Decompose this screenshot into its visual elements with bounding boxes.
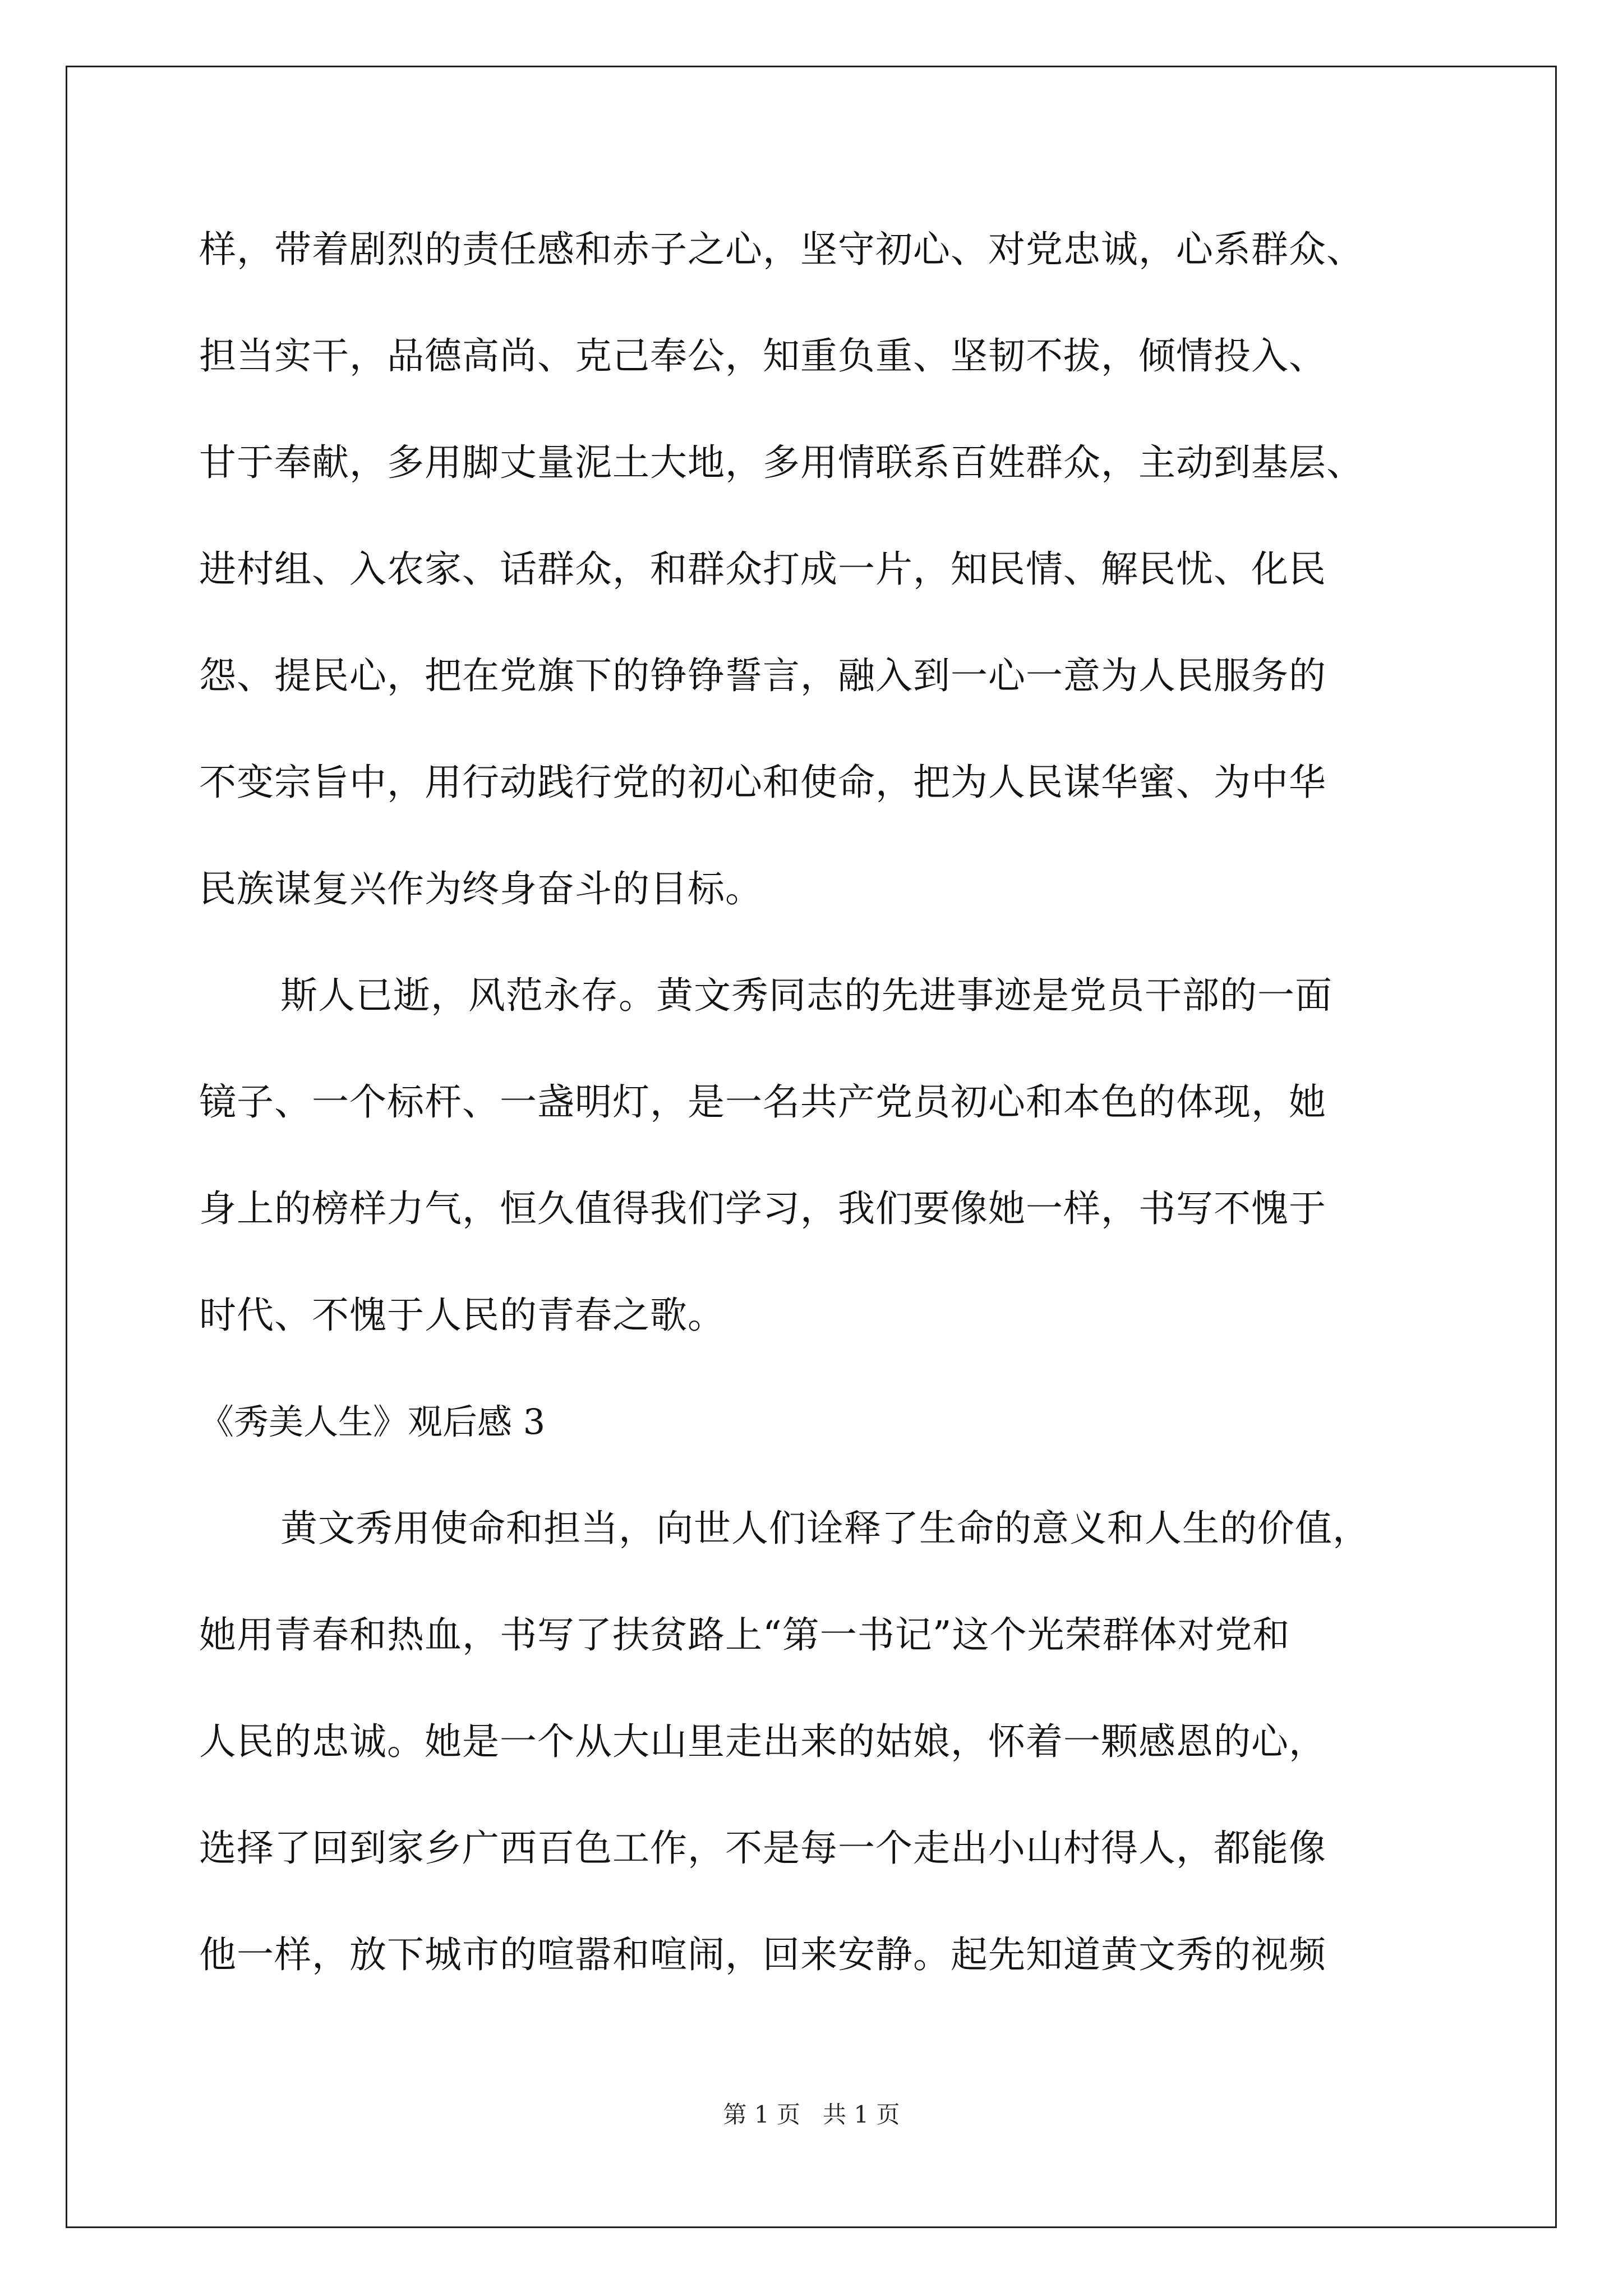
page-footer: 第 1 页 共 1 页 [723, 2101, 900, 2128]
paragraph-3-line-3: 人民的忠诚。她是一个从大山里走出来的姑娘，怀着一颗感恩的心， [199, 1720, 1326, 1763]
paragraph-2-line-4: 时代、不愧于人民的青春之歌。 [199, 1294, 725, 1337]
paragraph-3-line-1: 黄文秀用使命和担当，向世人们诠释了生命的意义和人生的价值， [280, 1507, 1370, 1550]
paragraph-2-line-3: 身上的榜样力气，恒久值得我们学习，我们要像她一样，书写不愧于 [199, 1187, 1326, 1230]
paragraph-1-line-6: 不变宗旨中，用行动践行党的初心和使命，把为人民谋华蜜、为中华 [199, 761, 1326, 804]
page-border [66, 66, 1557, 2228]
section-heading: 《秀美人生》观后感 3 [199, 1401, 546, 1442]
paragraph-1-line-2: 担当实干，品德高尚、克己奉公，知重负重、坚韧不拔，倾情投入、 [199, 334, 1326, 378]
paragraph-1-line-5: 怨、提民心，把在党旗下的铮铮誓言，融入到一心一意为人民服务的 [199, 654, 1326, 697]
paragraph-1-line-7: 民族谋复兴作为终身奋斗的目标。 [199, 867, 763, 910]
paragraph-1-line-1: 样，带着剧烈的责任感和赤子之心，坚守初心、对党忠诚，心系群众、 [199, 228, 1364, 271]
paragraph-2-line-1: 斯人已逝，风范永存。黄文秀同志的先进事迹是党员干部的一面 [280, 974, 1332, 1017]
paragraph-2-line-2: 镜子、一个标杆、一盏明灯，是一名共产党员初心和本色的体现，她 [199, 1080, 1326, 1124]
paragraph-3-line-2: 她用青春和热血，书写了扶贫路上“第一书记”这个光荣群体对党和 [199, 1613, 1290, 1657]
paragraph-1-line-4: 进村组、入农家、话群众，和群众打成一片，知民情、解民忧、化民 [199, 547, 1326, 591]
paragraph-3-line-4: 选择了回到家乡广西百色工作，不是每一个走出小山村得人，都能像 [199, 1826, 1326, 1870]
paragraph-3-line-5: 他一样，放下城市的喧嚣和喧闹，回来安静。起先知道黄文秀的视频 [199, 1933, 1326, 1976]
paragraph-1-line-3: 甘于奉献，多用脚丈量泥土大地，多用情联系百姓群众，主动到基层、 [199, 441, 1364, 484]
